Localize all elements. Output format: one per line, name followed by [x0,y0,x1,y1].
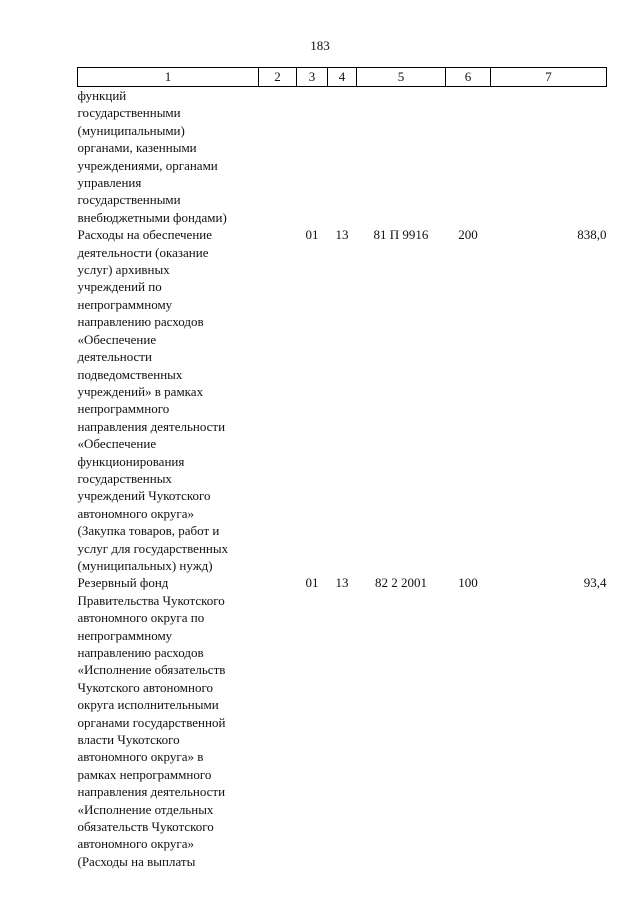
description-line: органами государственной [77,714,226,730]
table-row [78,87,607,227]
row-description [78,87,259,227]
description-line: государственных [77,470,172,486]
description-line: направления деятельности [77,784,226,800]
description-line: автономного округа» [77,505,194,521]
description-line: (муниципальных) нужд) [77,557,213,573]
description-line: учреждениями, органами [77,157,218,173]
row-description [78,574,259,870]
header-cell-7: 7 [491,68,607,87]
header-cell-5: 5 [357,68,446,87]
row-col-2 [259,87,297,227]
table-row [78,226,607,574]
description-line: функционирования [77,453,185,469]
description-line: власти Чукотского [77,732,180,748]
row-subsection: 13 [335,575,349,591]
description-line: «Обеспечение [77,331,157,347]
description-line: автономного округа» в [77,749,204,765]
row-section [297,87,328,227]
description-line: непрограммному [77,627,173,643]
description-line: «Исполнение отдельных [77,801,214,817]
table-row [78,574,607,870]
header-cell-4: 4 [328,68,357,87]
description-line: органами, казенными [77,140,197,156]
row-amount: 838,0 [577,227,607,243]
description-line: учреждений» в рамках [77,383,204,399]
header-cell-3: 3 [297,68,328,87]
description-line: учреждений по [77,279,162,295]
description-line: Расходы на обеспечение [77,227,213,243]
row-amount [491,87,607,227]
description-line: внебюджетными фондами) [77,209,227,225]
description-line: услуг для государственных [77,540,229,556]
description-line: государственными [77,192,181,208]
description-line: направлению расходов [77,314,204,330]
description-line: деятельности (оказание [77,244,209,260]
row-col-2 [259,226,297,574]
header-row [78,68,607,87]
description-line: учреждений Чукотского [77,488,211,504]
description-line: автономного округа по [77,610,205,626]
description-line: (Закупка товаров, работ и [77,523,220,539]
description-line: услуг) архивных [77,262,170,278]
header-cell-1: 1 [78,68,259,87]
description-line: «Исполнение обязательств [77,662,226,678]
row-amount: 93,4 [583,575,607,591]
description-line: направлению расходов [77,645,204,660]
description-line: автономного округа» [77,836,194,852]
budget-table [77,67,607,870]
description-line: Чукотского автономного [77,679,213,695]
description-line: (Расходы на выплаты [77,853,196,869]
description-line: непрограммному [77,296,173,312]
description-line: (муниципальными) [77,122,185,138]
header-cell-2: 2 [259,68,297,87]
row-expense-type [446,87,491,227]
row-subsection: 13 [335,227,349,243]
row-target-item: 81 П 9916 [373,227,429,243]
row-section: 01 [305,575,319,591]
header-cell-6: 6 [446,68,491,87]
row-expense-type: 200 [458,227,478,243]
row-target-item: 82 2 2001 [375,575,427,591]
row-col-2 [259,574,297,870]
description-line: деятельности [77,349,152,365]
row-section: 01 [305,227,319,243]
description-line: обязательств Чукотского [77,819,214,835]
description-line: округа исполнительными [77,697,219,713]
description-line: Резервный фонд [77,575,169,591]
row-target-item [357,87,446,227]
row-description [78,226,259,574]
description-line: рамках непрограммного [77,766,212,782]
description-line: управления [77,175,142,191]
description-line: Правительства Чукотского [77,592,225,608]
description-line: подведомственных [77,366,183,382]
row-subsection [328,87,357,227]
description-line: направления деятельности [77,418,226,434]
page-number: 183 [310,38,330,53]
description-line: функций [77,88,127,103]
description-line: государственными [77,105,181,121]
row-expense-type: 100 [458,575,478,591]
description-line: непрограммного [77,401,170,417]
description-line: «Обеспечение [77,436,157,452]
